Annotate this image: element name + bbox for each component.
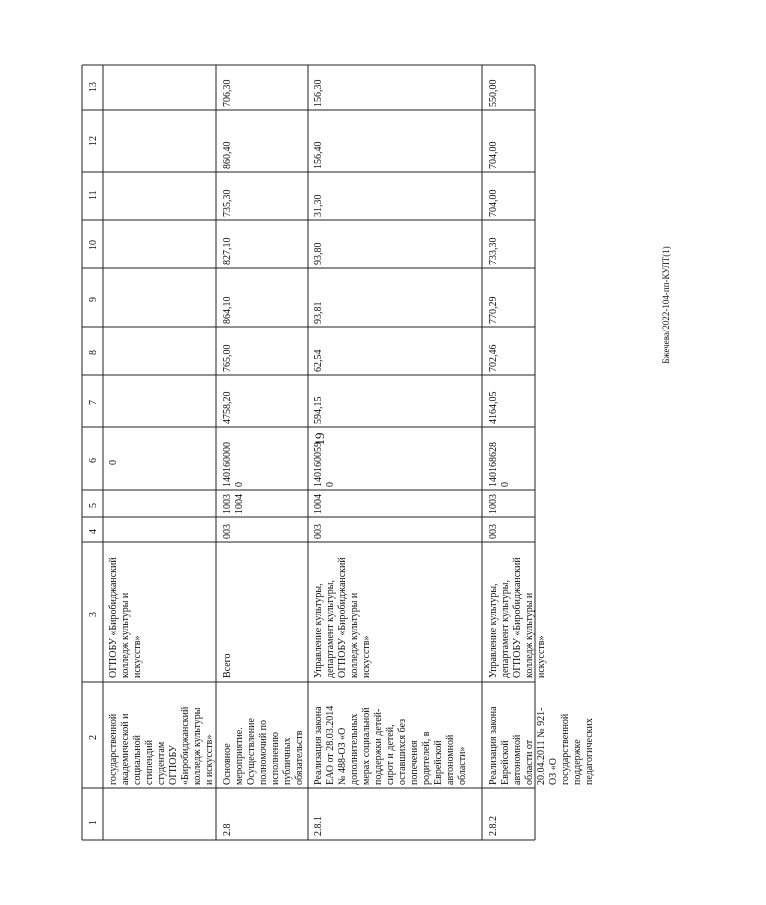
page-number: 19	[312, 432, 327, 446]
document-stamp: Бжечева/2022-104-пп-КУЛТ(1)	[661, 246, 671, 364]
